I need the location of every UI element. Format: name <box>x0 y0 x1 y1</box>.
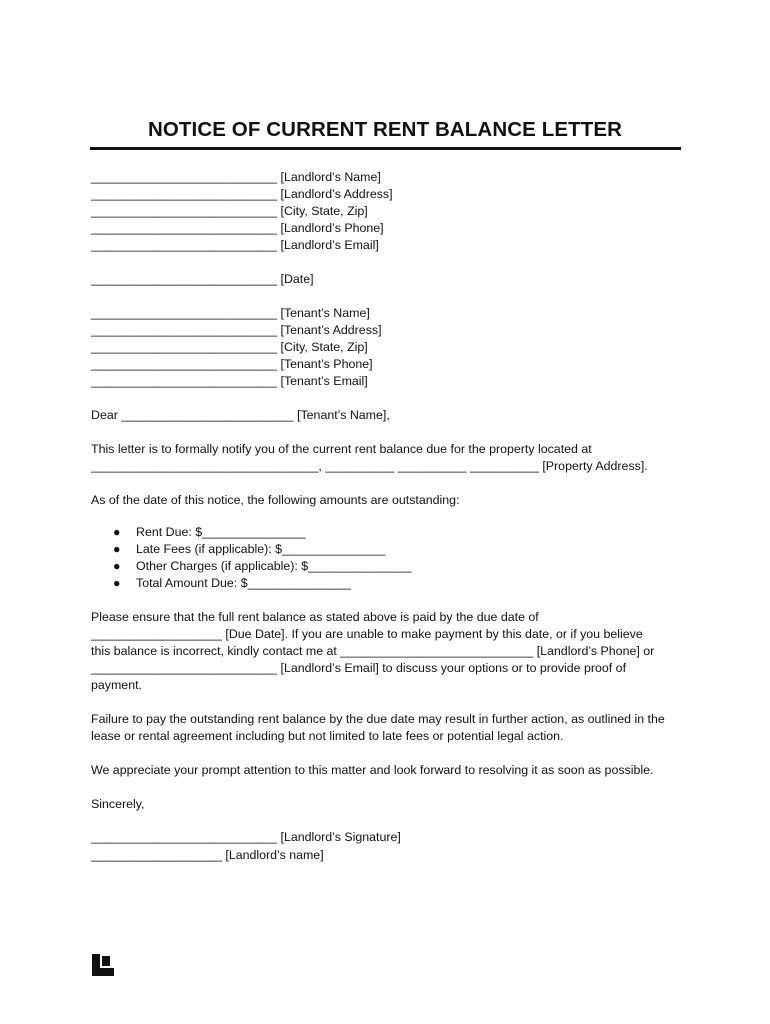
landlord-city-line: ___________________________ [City, State, Zip] <box>91 204 368 218</box>
payment-line-1: Please ensure that the full rent balance as stated above is paid by the due date of <box>91 610 539 624</box>
landlord-email-line: ___________________________ [Landlord’s Email] <box>91 238 379 252</box>
tenant-address-line: ___________________________ [Tenant’s Address] <box>91 323 382 337</box>
document-title: NOTICE OF CURRENT RENT BALANCE LETTER <box>147 118 623 141</box>
failure-line-2: lease or rental agreement including but not limited to late fees or potential legal action. <box>91 729 564 743</box>
bullet-icon: ● <box>113 576 121 590</box>
appreciation-line: We appreciate your prompt attention to this matter and look forward to resolving it as soon as possible. <box>91 763 654 777</box>
landlord-phone-line: ___________________________ [Landlord’s Phone] <box>91 221 384 235</box>
bullet-icon: ● <box>113 542 121 556</box>
late-fees-item: Late Fees (if applicable): $_______________ <box>136 542 386 556</box>
payment-line-3: this balance is incorrect, kindly contact me at ____________________________ [Landlord’s Phone] or <box>91 644 655 658</box>
bullet-icon: ● <box>113 525 121 539</box>
legal-templates-logo-icon <box>92 954 114 976</box>
other-charges-item: Other Charges (if applicable): $_______________ <box>136 559 412 573</box>
salutation: Dear _________________________ [Tenant’s Name], <box>91 408 390 422</box>
title-underline <box>90 147 681 150</box>
date-line: ___________________________ [Date] <box>91 272 314 286</box>
closing: Sincerely, <box>91 797 145 811</box>
tenant-email-line: ___________________________ [Tenant’s Email] <box>91 374 368 388</box>
total-amount-item: Total Amount Due: $_______________ <box>136 576 351 590</box>
payment-line-4: ___________________________ [Landlord’s Email] to discuss your options or to provide proof of <box>91 661 627 675</box>
landlord-address-line: ___________________________ [Landlord’s Address] <box>91 187 393 201</box>
intro-line-2: _________________________________, __________ __________ __________ [Property Address]. <box>91 459 648 473</box>
tenant-phone-line: ___________________________ [Tenant’s Phone] <box>91 357 373 371</box>
tenant-name-line: ___________________________ [Tenant’s Name] <box>91 306 370 320</box>
tenant-city-line: ___________________________ [City, State, Zip] <box>91 340 368 354</box>
failure-line-1: Failure to pay the outstanding rent balance by the due date may result in further action, as outlined in the <box>91 712 665 726</box>
payment-line-2: ___________________ [Due Date]. If you are unable to make payment by this date, or if you believe <box>91 627 643 641</box>
landlord-name-line: ___________________________ [Landlord’s Name] <box>91 170 381 184</box>
amounts-intro: As of the date of this notice, the following amounts are outstanding: <box>91 493 460 507</box>
intro-line-1: This letter is to formally notify you of the current rent balance due for the property located at <box>91 442 592 456</box>
bullet-icon: ● <box>113 559 121 573</box>
landlord-printed-name-line: ___________________ [Landlord’s name] <box>91 848 324 862</box>
landlord-signature-line: ___________________________ [Landlord’s Signature] <box>91 830 401 844</box>
rent-due-item: Rent Due: $_______________ <box>136 525 306 539</box>
payment-line-5: payment. <box>91 678 142 692</box>
